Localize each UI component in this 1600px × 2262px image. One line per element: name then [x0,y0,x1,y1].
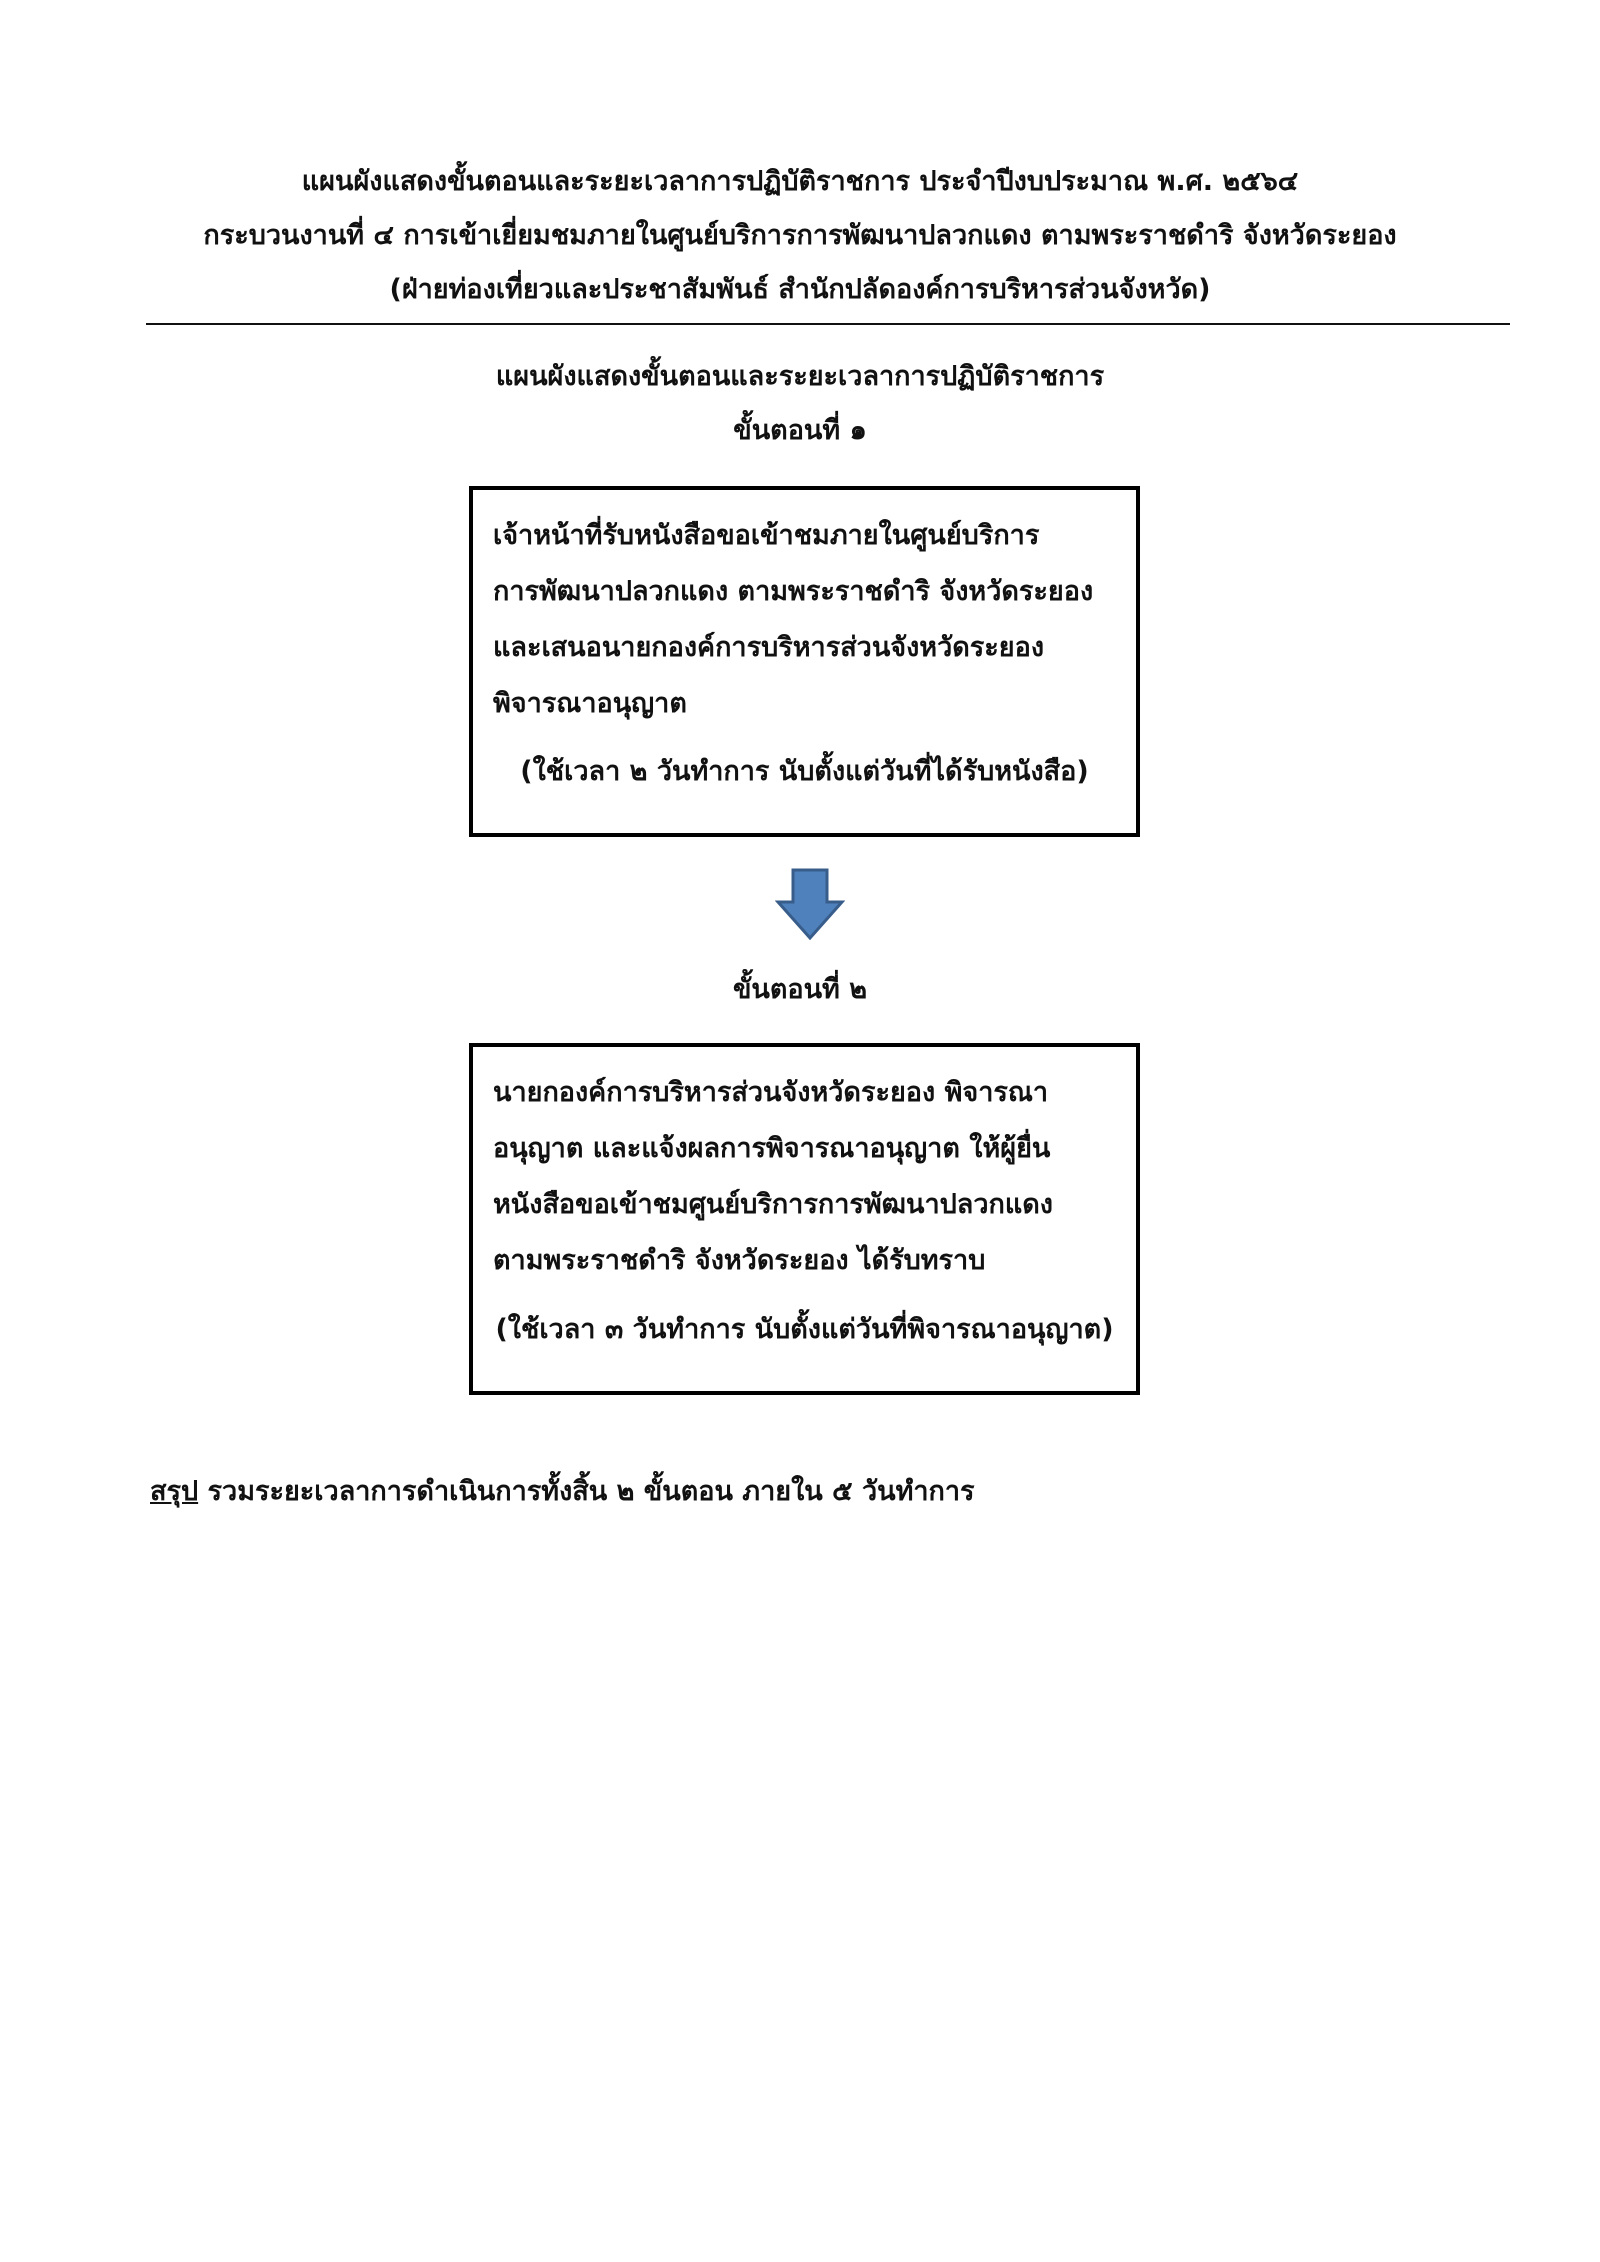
step-1-description [493,508,1120,732]
down-arrow-icon [775,868,845,940]
step-2-box [469,1043,1140,1395]
flowchart-subheader [0,350,1600,458]
summary-label: สรุป [150,1476,199,1507]
step-1-label: ขั้นตอนที่ ๑ [733,415,867,446]
step-2-line: อนุญาต และแจ้งผลการพิจารณาอนุญาต ให้ผู้ยื่น [493,1133,1051,1164]
step-2-line: ตามพระราชดำริ จังหวัดระยอง ได้รับทราบ [493,1245,986,1276]
step-1-duration: (ใช้เวลา ๒ วันทำการ นับตั้งแต่วันที่ได้รับหนังสือ) [520,756,1089,787]
step-1-line: พิจารณาอนุญาต [493,688,687,719]
summary-paragraph [150,1472,975,1512]
step-1-line: การพัฒนาปลวกแดง ตามพระราชดำริ จังหวัดระยอง [493,576,1094,607]
step-2-line: หนังสือขอเข้าชมศูนย์บริการการพัฒนาปลวกแดง [493,1189,1053,1220]
document-header [0,155,1600,317]
header-divider [146,323,1510,325]
step-2-line: นายกองค์การบริหารส่วนจังหวัดระยอง พิจารณา [493,1077,1049,1108]
header-department-line: (ฝ่ายท่องเที่ยวและประชาสัมพันธ์ สำนักปลัดองค์การบริหารส่วนจังหวัด) [389,274,1211,305]
step-1-line: และเสนอนายกองค์การบริหารส่วนจังหวัดระยอง [493,632,1045,663]
header-process-line: กระบวนงานที่ ๔ การเข้าเยี่ยมชมภายในศูนย์บริการการพัฒนาปลวกแดง ตามพระราชดำริ จังหวัดระยอง [203,220,1397,251]
flowchart-title: แผนผังแสดงขั้นตอนและระยะเวลาการปฏิบัติราชการ [495,361,1105,392]
down-arrow-shape [778,870,842,938]
step-1-box [469,486,1140,837]
summary-text: รวมระยะเวลาการดำเนินการทั้งสิ้น ๒ ขั้นตอน ภายใน ๕ วันทำการ [198,1476,975,1507]
step-2-duration: (ใช้เวลา ๓ วันทำการ นับตั้งแต่วันที่พิจารณาอนุญาต) [495,1314,1114,1345]
step-2-label: ขั้นตอนที่ ๒ [732,974,868,1005]
step-2-description [493,1065,1120,1289]
step-1-line: เจ้าหน้าที่รับหนังสือขอเข้าชมภายในศูนย์บริการ [493,520,1040,551]
header-title-line: แผนผังแสดงขั้นตอนและระยะเวลาการปฏิบัติราชการ ประจำปีงบประมาณ พ.ศ. ๒๕๖๔ [301,166,1299,197]
